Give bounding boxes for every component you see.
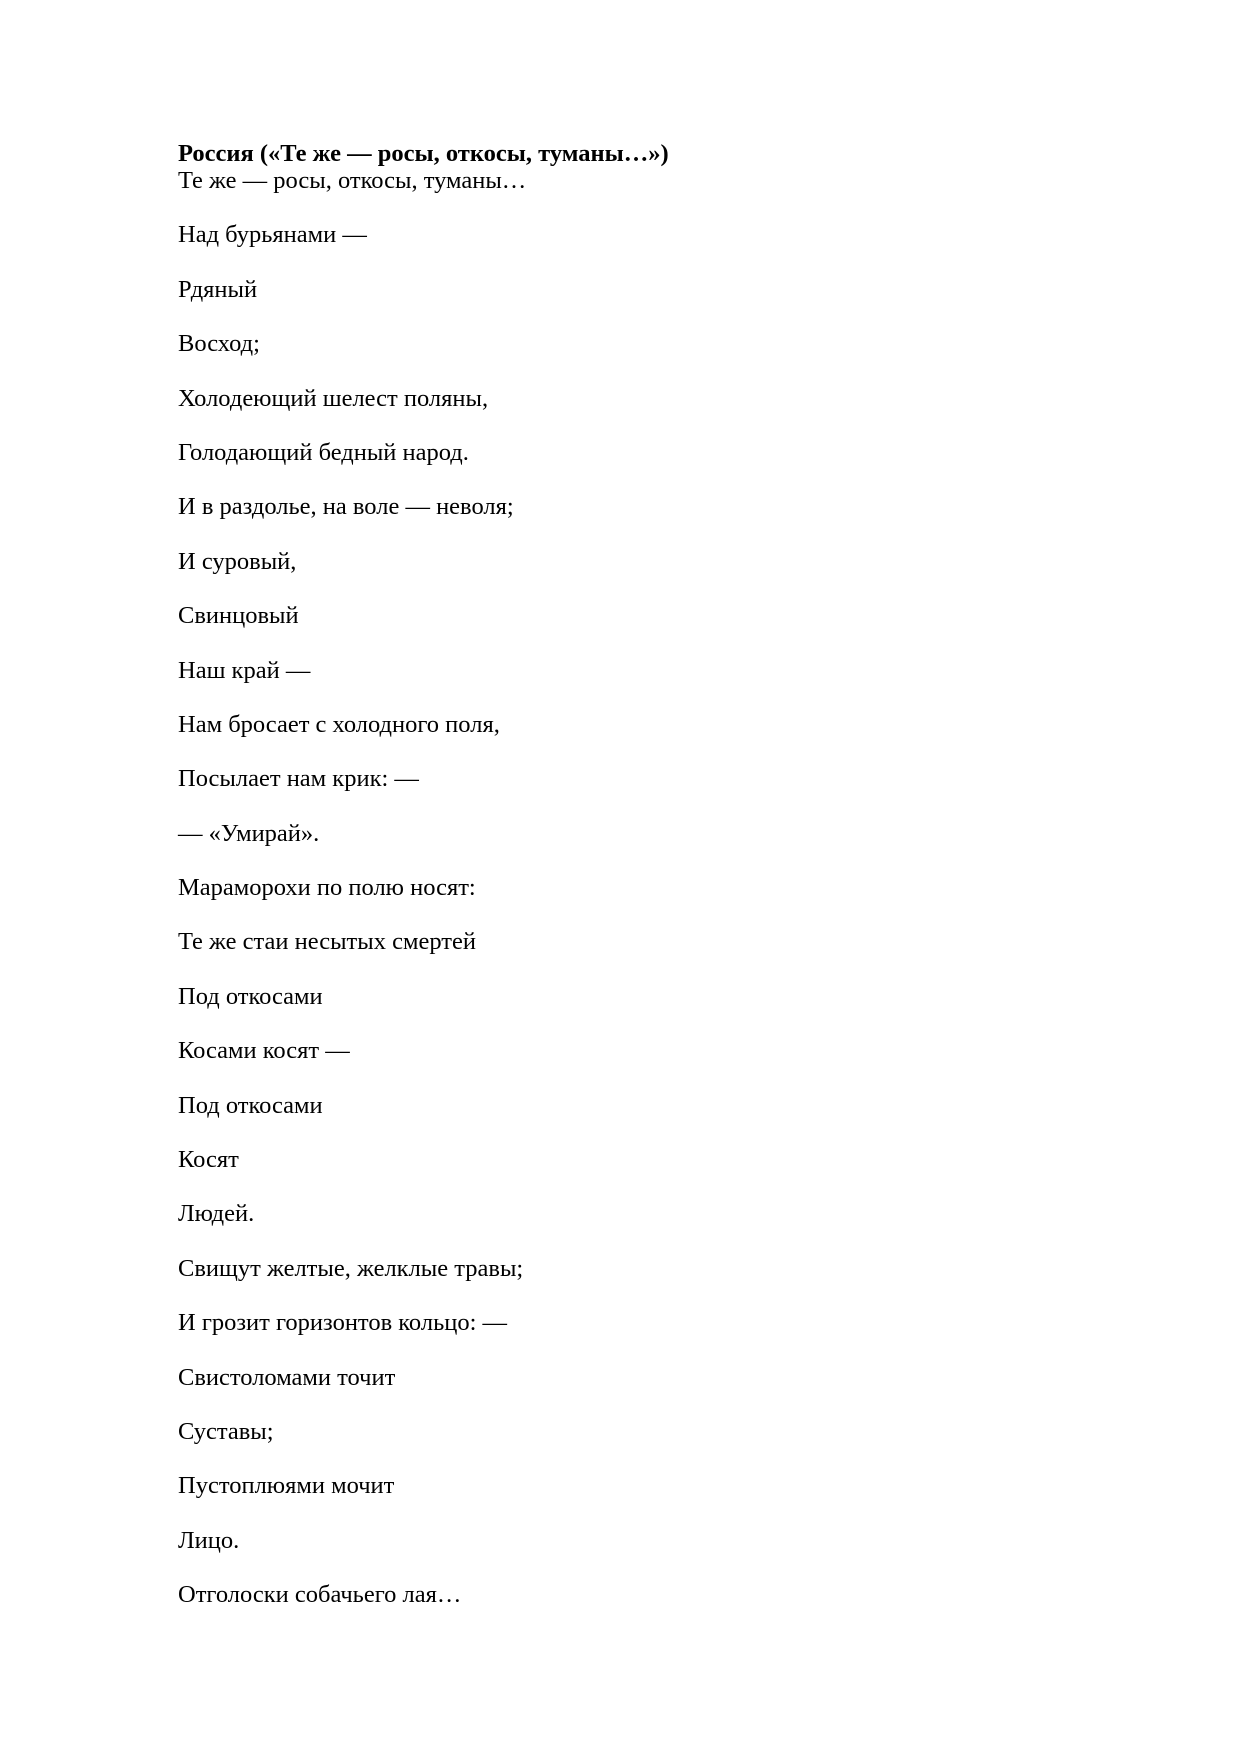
poem-line: Свищут желтые, желклые травы; <box>178 1254 524 1282</box>
poem-line: Суставы; <box>178 1417 274 1445</box>
poem-line: Свинцовый <box>178 602 299 630</box>
poem-line: Рдяный <box>178 275 258 303</box>
poem-line: Нам бросает с холодного поля, <box>178 710 500 738</box>
poem-title: Россия («Те же — росы, откосы, туманы…») <box>178 140 669 167</box>
poem-line: Косами косят — <box>178 1037 350 1065</box>
poem-lines <box>178 167 1078 1636</box>
poem-line: Под откосами <box>178 1091 323 1119</box>
poem-line: Восход; <box>178 330 260 358</box>
poem-line: Посылает нам крик: — <box>178 765 419 793</box>
poem-line: И суровый, <box>178 547 297 575</box>
poem-line: И грозит горизонтов кольцо: — <box>178 1309 508 1337</box>
poem-line: Лицо. <box>178 1526 240 1554</box>
poem-line: Под откосами <box>178 982 323 1010</box>
poem-line: Отголоски собачьего лая… <box>178 1581 462 1609</box>
poem-line: Холодеющий шелест поляны, <box>178 384 489 412</box>
poem-line: Косят <box>178 1146 239 1174</box>
poem-line: Наш край — <box>178 656 311 684</box>
poem-line: И в раздолье, на воле — неволя; <box>178 493 514 521</box>
poem-line: Людей. <box>178 1200 255 1228</box>
poem-line: Мараморохи по полю носят: <box>178 874 476 902</box>
poem-line: Голодающий бедный народ. <box>178 438 469 466</box>
poem-line: Над бурьянами — <box>178 221 367 249</box>
poem-line: — «Умирай». <box>178 819 320 847</box>
document-body <box>178 140 1078 1636</box>
poem-line: Свистоломами точит <box>178 1363 396 1391</box>
poem-line: Те же стаи несытых смертей <box>178 928 476 956</box>
poem-line: Пустоплюями мочит <box>178 1472 395 1500</box>
poem-line: Те же — росы, откосы, туманы… <box>178 167 527 194</box>
